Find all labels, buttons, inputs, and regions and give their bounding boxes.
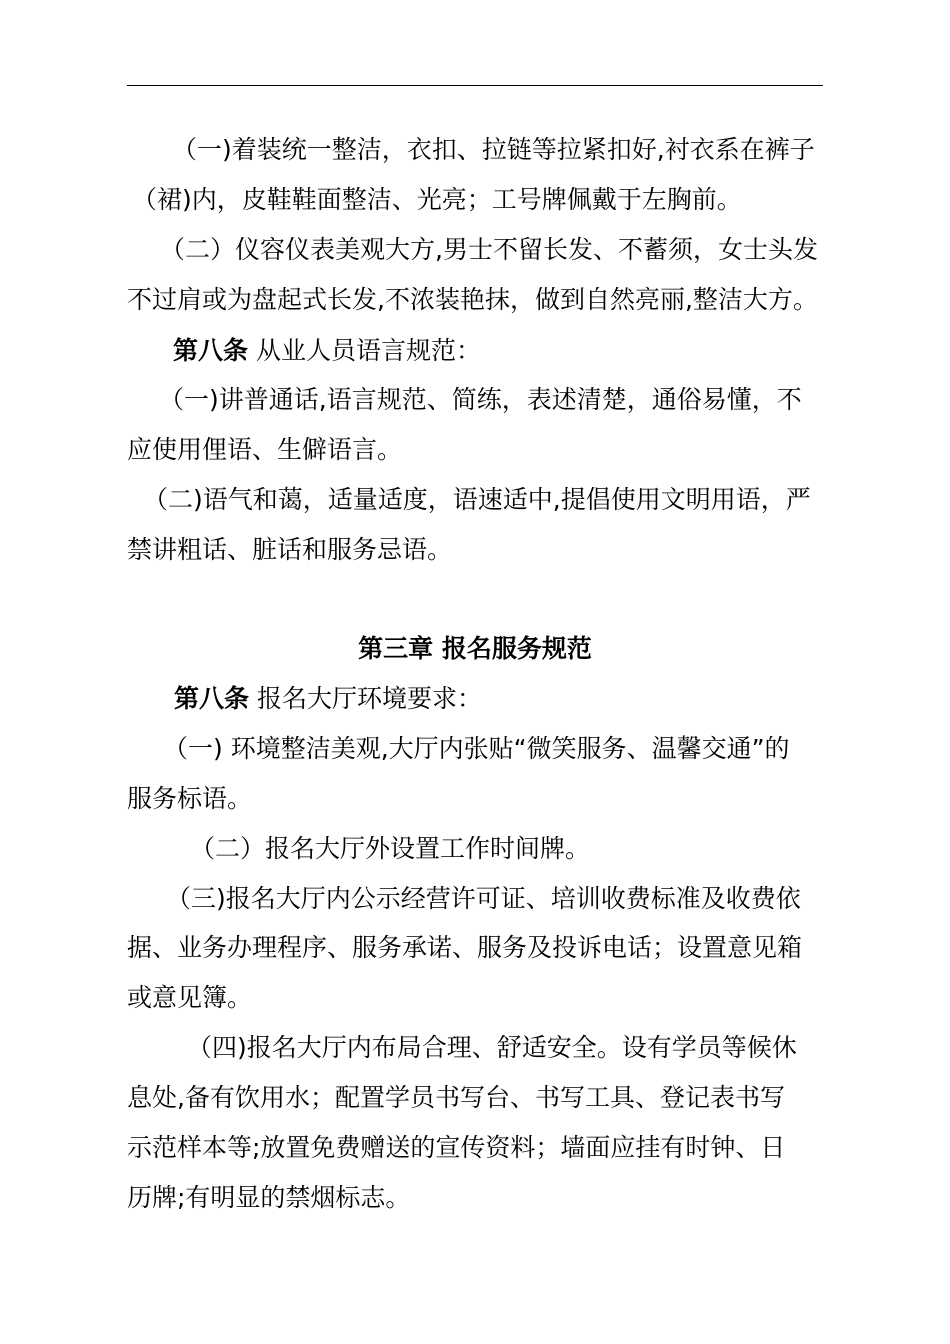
paragraph-line: （一)讲普通话,语言规范、简练，表述清楚，通俗易懂，不	[159, 385, 802, 414]
article-label: 第八条	[173, 336, 249, 365]
paragraph-line: 息处,备有饮用水；配置学员书写台、书写工具、登记表书写	[127, 1083, 785, 1112]
header-rule	[127, 85, 823, 86]
paragraph-line: （一) 环境整洁美观,大厅内张贴“微笑服务、温馨交通”的	[163, 734, 790, 763]
paragraph-line: （一)着装统一整洁，衣扣、拉链等拉紧扣好,衬衣系在裤子	[172, 135, 815, 164]
chapter-title: 第三章 报名服务规范	[358, 634, 592, 663]
article-heading	[174, 684, 874, 714]
paragraph-line: （二）报名大厅外设置工作时间牌。	[190, 834, 591, 863]
paragraph-line: 历牌;有明显的禁烟标志。	[127, 1183, 411, 1212]
article-label: 第八条	[174, 684, 250, 713]
paragraph-line: （二)语气和蔼，适量适度，语速适中,提倡使用文明用语，严	[143, 485, 811, 514]
paragraph-line: 服务标语。	[127, 784, 253, 813]
paragraph-line: （二）仪容仪表美观大方,男士不留长发、不蓄须，女士头发	[160, 235, 818, 264]
paragraph-line: （三)报名大厅内公示经营许可证、培训收费标准及收费依	[166, 884, 801, 913]
paragraph-line: 应使用俚语、生僻语言。	[127, 435, 403, 464]
article-text: 报名大厅环境要求：	[249, 684, 482, 713]
paragraph-line: （四)报名大厅内布局合理、舒适安全。设有学员等候休	[187, 1033, 797, 1062]
paragraph-line: （裙)内，皮鞋鞋面整洁、光亮；工号牌佩戴于左胸前。	[132, 185, 742, 214]
paragraph-line: 示范样本等;放置免费赠送的宣传资料；墙面应挂有时钟、日	[127, 1133, 786, 1162]
paragraph-line: 禁讲粗话、脏话和服务忌语。	[127, 535, 453, 564]
paragraph-line: 据、业务办理程序、服务承诺、服务及投诉电话；设置意见箱	[127, 933, 803, 962]
article-text: 从业人员语言规范：	[248, 336, 481, 365]
paragraph-line: 或意见簿。	[127, 983, 253, 1012]
article-heading	[173, 336, 873, 366]
paragraph-line: 不过肩或为盘起式长发,不浓装艳抹，做到自然亮丽,整洁大方。	[127, 285, 818, 314]
